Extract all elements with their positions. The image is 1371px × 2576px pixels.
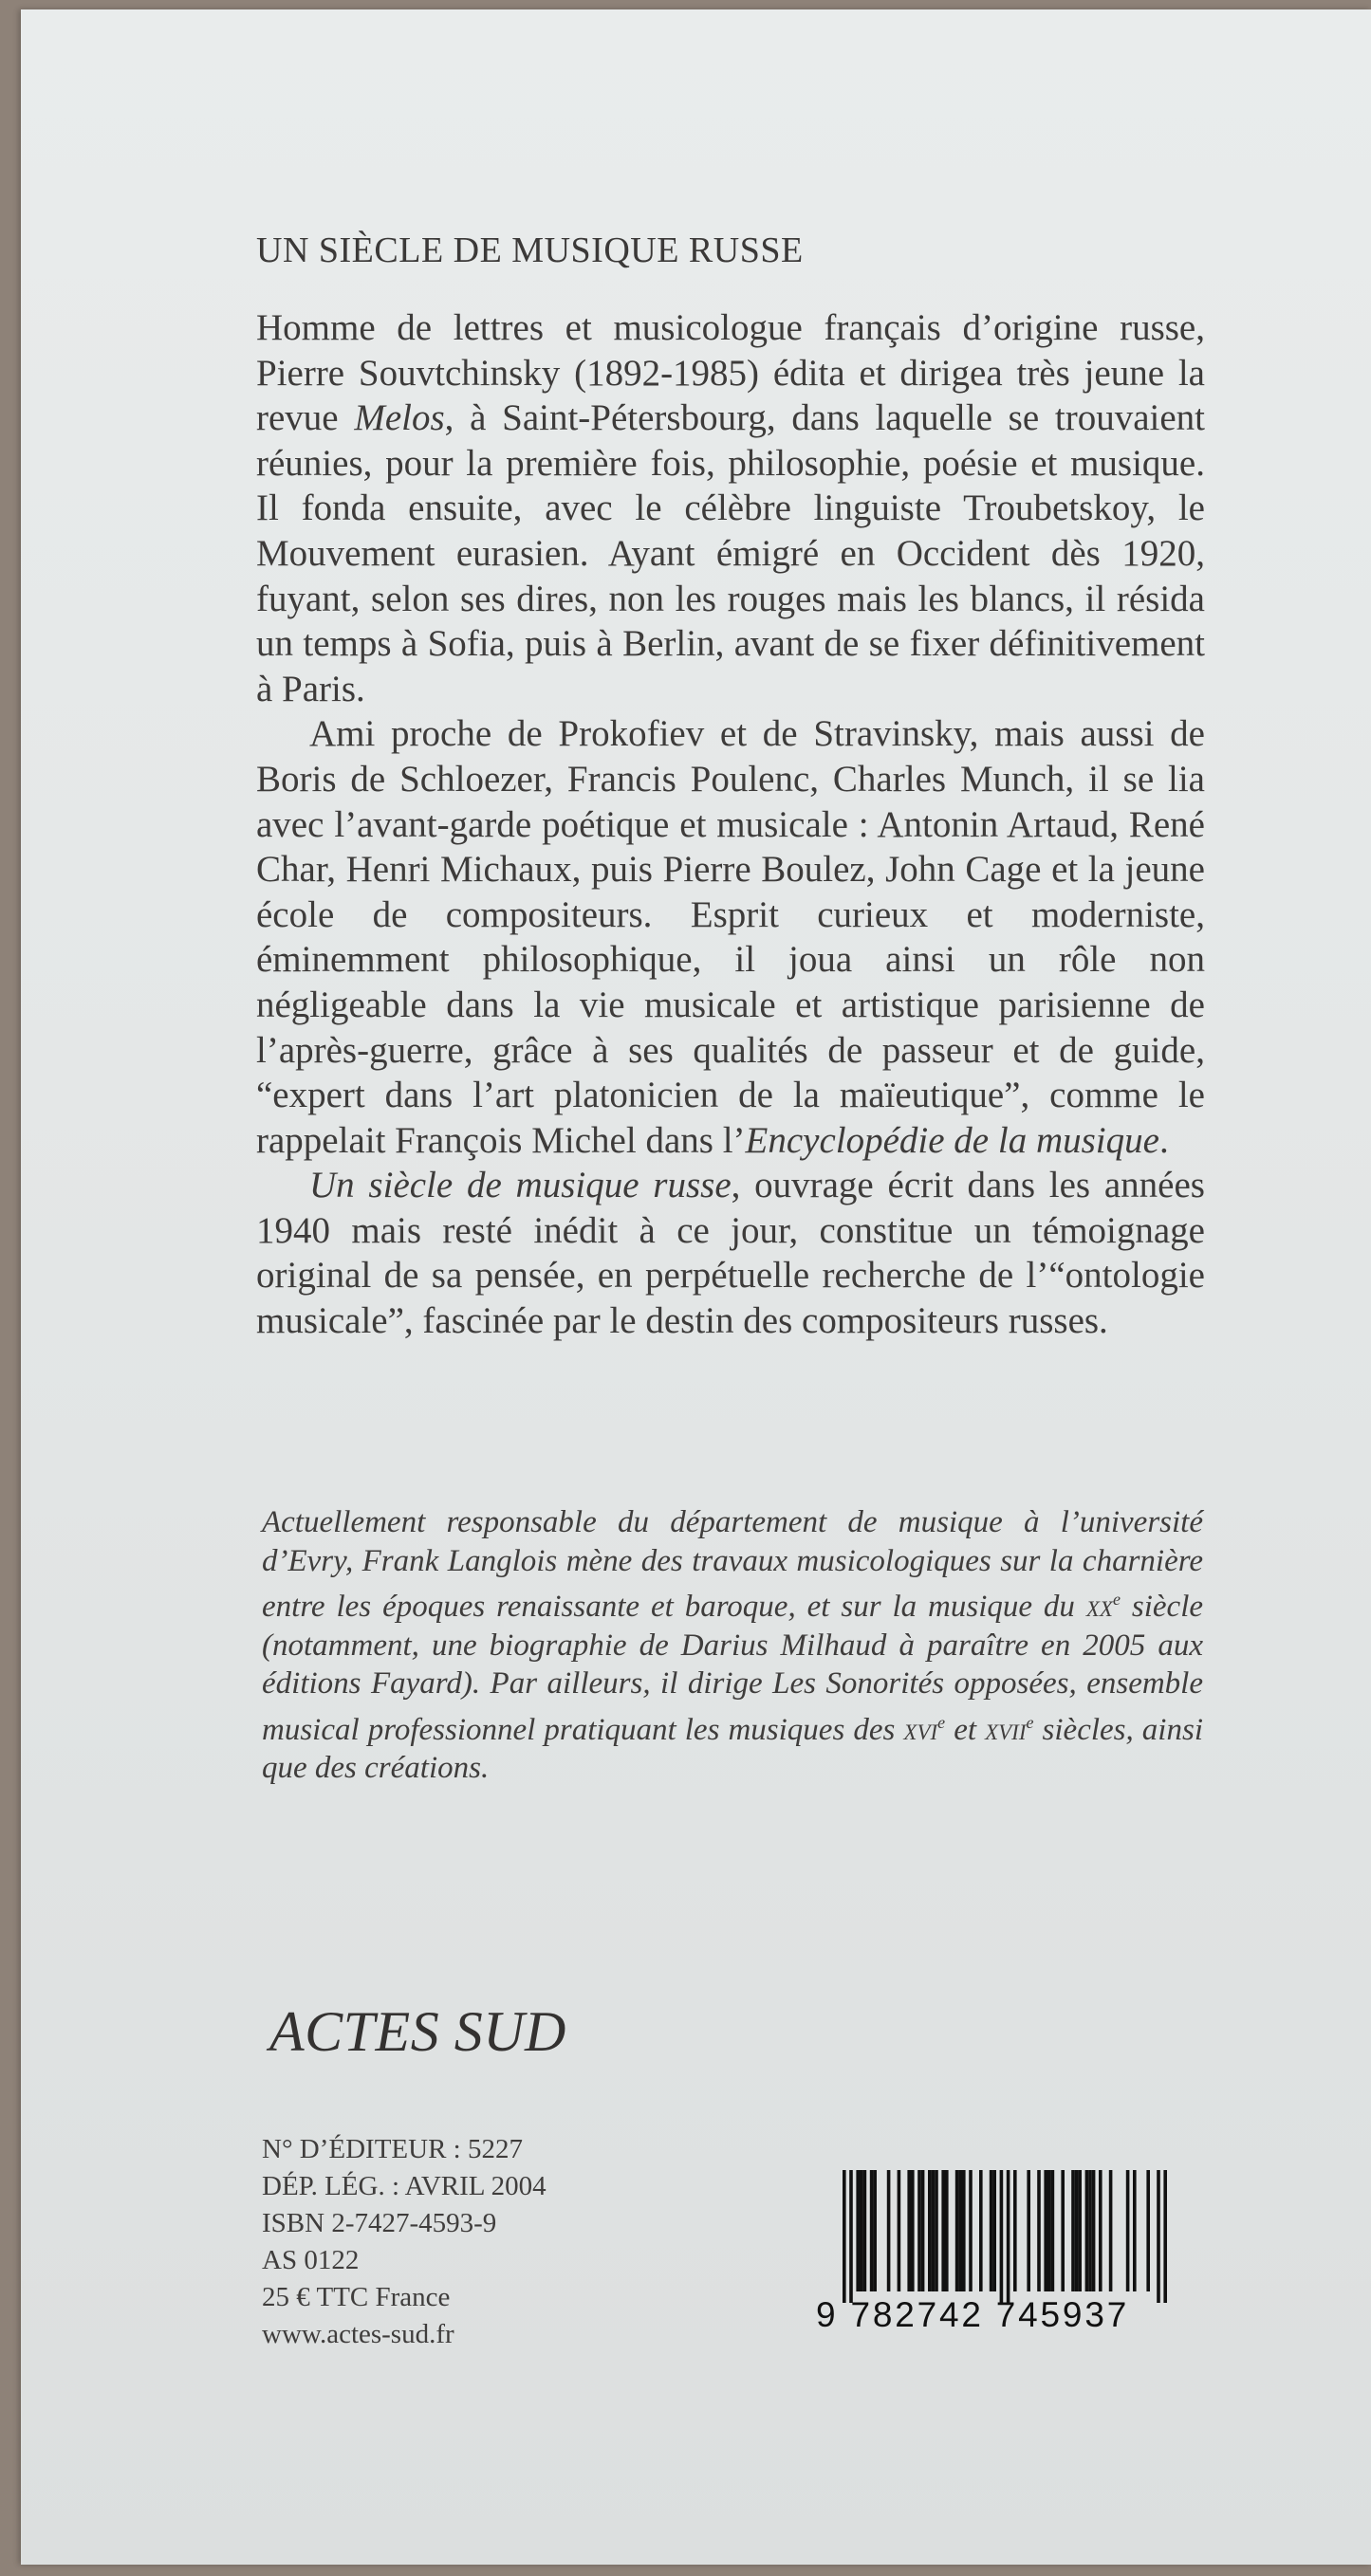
barcode-bar (955, 2170, 959, 2291)
barcode-bar (907, 2170, 911, 2291)
barcode-bar (1078, 2170, 1082, 2291)
blurb-paragraph-1: Homme de lettres et musicologue français d’origine russe, Pierre Souvtchinsky (1892-1985) édita et dirigea très jeune la revue Melos, à Saint-Pétersbourg, dans laquelle se trouvaient réunies, pour la première fois, philosophie, poésie et musique. Il fonda ensuite, avec le célèbre linguiste Troubetskoy, le Mouvement eurasien. Ayant émigré en Occident dès 1920, fuyant, selon ses dires, non les rouges mais les blancs, il résida un temps à Sofia, puis à Berlin, avant de se fixer définitivement à Paris. (256, 307, 1205, 709)
book-title: UN SIÈCLE DE MUSIQUE RUSSE (256, 230, 804, 270)
isbn: ISBN 2-7427-4593-9 (262, 2208, 497, 2238)
barcode-bar (990, 2170, 993, 2291)
barcode-bar (1044, 2170, 1047, 2291)
barcode-bar (1163, 2170, 1167, 2303)
barcode-bar (863, 2170, 867, 2291)
barcode-bar (860, 2170, 863, 2291)
barcode-bar (1013, 2170, 1017, 2291)
barcode-bar (935, 2170, 938, 2291)
barcode-bar (1109, 2170, 1113, 2291)
barcode-bar (1099, 2170, 1102, 2291)
barcode-bar (932, 2170, 936, 2291)
barcode-bar (969, 2170, 973, 2291)
barcode-bar (1051, 2170, 1055, 2291)
barcode-bar (1085, 2170, 1089, 2291)
barcode-bar (1092, 2170, 1096, 2291)
barcode-bar (1146, 2170, 1150, 2291)
encyclopedie-title: Encyclopédie de la musique (745, 1119, 1159, 1161)
blurb-paragraph-3: Un siècle de musique russe, ouvrage écrit dans les années 1940 mais resté inédit à ce jour, constitue un témoignage original de sa pensée, en perpétuelle recherche de l’“ontologie musicale”, fascinée par le destin des compositeurs russes. (256, 1165, 1205, 1342)
barcode-bar (870, 2170, 874, 2291)
book-blurb (256, 305, 1205, 1344)
barcode-bar (1027, 2170, 1030, 2291)
barcode (816, 2170, 1175, 2341)
barcode-bar (1047, 2170, 1051, 2291)
book-back-cover (21, 9, 1371, 2565)
barcode-bar (979, 2170, 983, 2291)
melos-title: Melos (354, 397, 445, 439)
barcode-bar (941, 2170, 945, 2291)
barcode-bar (911, 2170, 915, 2291)
barcode-bar (898, 2170, 901, 2291)
barcode-bar (856, 2170, 860, 2291)
catalog-code: AS 0122 (262, 2245, 360, 2275)
barcode-bars (816, 2170, 1186, 2303)
barcode-bar (887, 2170, 891, 2291)
barcode-bar (1071, 2170, 1075, 2291)
barcode-bar (1133, 2170, 1137, 2291)
barcode-bar (1157, 2170, 1160, 2303)
website: www.actes-sud.fr (262, 2319, 454, 2349)
barcode-bar (1061, 2170, 1065, 2291)
barcode-bar (1126, 2170, 1130, 2291)
legal-deposit: DÉP. LÉG. : AVRIL 2004 (262, 2171, 547, 2201)
barcode-bar (917, 2170, 921, 2291)
price: 25 € TTC France (262, 2282, 451, 2312)
barcode-digits: 9 782742 745937 (816, 2295, 1130, 2334)
publisher-logo: ACTES SUD (269, 2000, 566, 2063)
barcode-bar (992, 2170, 996, 2291)
barcode-bar (958, 2170, 962, 2291)
barcode-bar (945, 2170, 949, 2291)
barcode-bar (1075, 2170, 1079, 2291)
barcode-bar (962, 2170, 966, 2291)
barcode-bar (843, 2170, 846, 2303)
barcode-bar (1007, 2170, 1010, 2303)
barcode-bar (1088, 2170, 1092, 2291)
author-note: Actuellement responsable du département de musique à l’université d’Evry, Frank Langlois mène des travaux musicologiques sur la charnière entre les époques renaissante et baroque, et sur la musique du $xx^e$ siècle (notamment, une biographie de Darius Milhaud à paraître en 2005 aux éditions Fayard). Par ailleurs, il dirige Les Sonorités opposées, ensemble musical professionnel pratiquant les musiques des xvi$^e$ et xvii$^e$ siècles, ainsi que des créations. (262, 1505, 1204, 1785)
barcode-bar (849, 2170, 853, 2303)
barcode-bar (921, 2170, 925, 2291)
editeur-number: N° D’ÉDITEUR : 5227 (262, 2134, 523, 2164)
barcode-bar (1000, 2170, 1004, 2303)
barcode-bar (873, 2170, 877, 2291)
imprint-block (262, 2131, 547, 2353)
barcode-bar (928, 2170, 932, 2291)
book-title-italic: Un siècle de musique russe (309, 1165, 732, 1206)
blurb-paragraph-2: Ami proche de Prokofiev et de Stravinsky, mais aussi de Boris de Schloezer, Francis Poulenc, Charles Munch, il se lia avec l’avant-garde poétique et musicale : Antonin Artaud, René Char, Henri Michaux, puis Pierre Boulez, John Cage et la jeune école de compositeurs. Esprit curieux et moderniste, éminemment philosophique, il joua ainsi un rôle non négligeable dans la vie musicale et artistique parisienne de l’après-guerre, grâce à ses qualités de passeur et de guide, “expert dans l’art platonicien de la maïeutique”, comme le rappelait François Michel dans l’Encyclopédie de la musique. (256, 713, 1205, 1161)
barcode-bar (1037, 2170, 1041, 2291)
